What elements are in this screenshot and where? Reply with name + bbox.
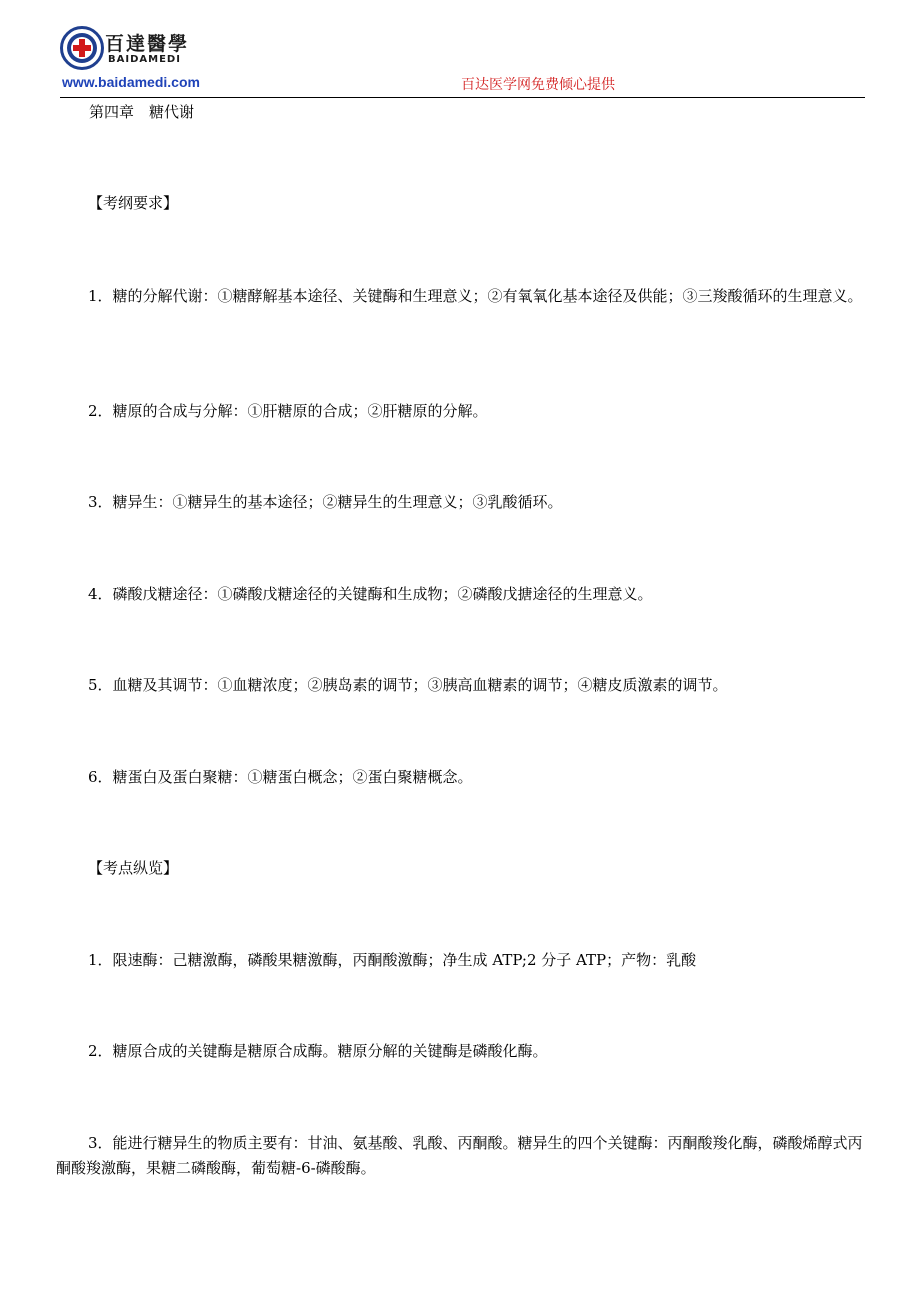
- chapter-title: 第四章 糖代谢: [89, 103, 195, 121]
- brand-name: 百達醫學: [105, 33, 190, 55]
- medical-cross-icon: [60, 26, 104, 70]
- section-heading-requirements: 【考纲要求】: [88, 194, 179, 212]
- page-header: [0, 0, 920, 102]
- site-url-link[interactable]: www.baidamedi.com: [62, 74, 200, 90]
- requirement-item: 4．磷酸戊糖途径：①磷酸戊糖途径的关键酶和生成物；②磷酸戊搪途径的生理意义。: [88, 585, 653, 603]
- brand-name-latin: BAIDAMEDI: [108, 54, 181, 65]
- header-tagline: 百达医学网免费倾心提供: [461, 77, 615, 93]
- key-point-item: 3．能进行糖异生的物质主要有：甘油、氨基酸、乳酸、丙酮酸。糖异生的四个关键酶：丙酮酸羧化酶，磷酸烯醇式丙酮酸羧激酶，果糖二磷酸酶，葡萄糖-6-磷酸酶。: [56, 1134, 863, 1177]
- requirement-item: 5．血糖及其调节：①血糖浓度；②胰岛素的调节；③胰高血糖素的调节；④糖皮质激素的调节。: [88, 676, 728, 694]
- requirement-item: 1．糖的分解代谢：①糖酵解基本途径、关键酶和生理意义；②有氧氧化基本途径及供能；③三羧酸循环的生理意义。: [88, 287, 863, 305]
- requirement-item: 3．糖异生：①糖异生的基本途径；②糖异生的生理意义；③乳酸循环。: [88, 493, 563, 511]
- requirement-item: 2．糖原的合成与分解：①肝糖原的合成；②肝糖原的分解。: [88, 402, 488, 420]
- key-point-item: 1．限速酶：己糖激酶，磷酸果糖激酶，丙酮酸激酶；净生成 ATP;2 分子 ATP；产物：乳酸: [88, 951, 697, 969]
- section-heading-points: 【考点纵览】: [88, 859, 179, 877]
- key-point-item: 2．糖原合成的关键酶是糖原合成酶。糖原分解的关键酶是磷酸化酶。: [88, 1042, 548, 1060]
- requirement-item: 6．糖蛋白及蛋白聚糖：①糖蛋白概念；②蛋白聚糖概念。: [88, 768, 473, 786]
- header-divider: [60, 97, 865, 98]
